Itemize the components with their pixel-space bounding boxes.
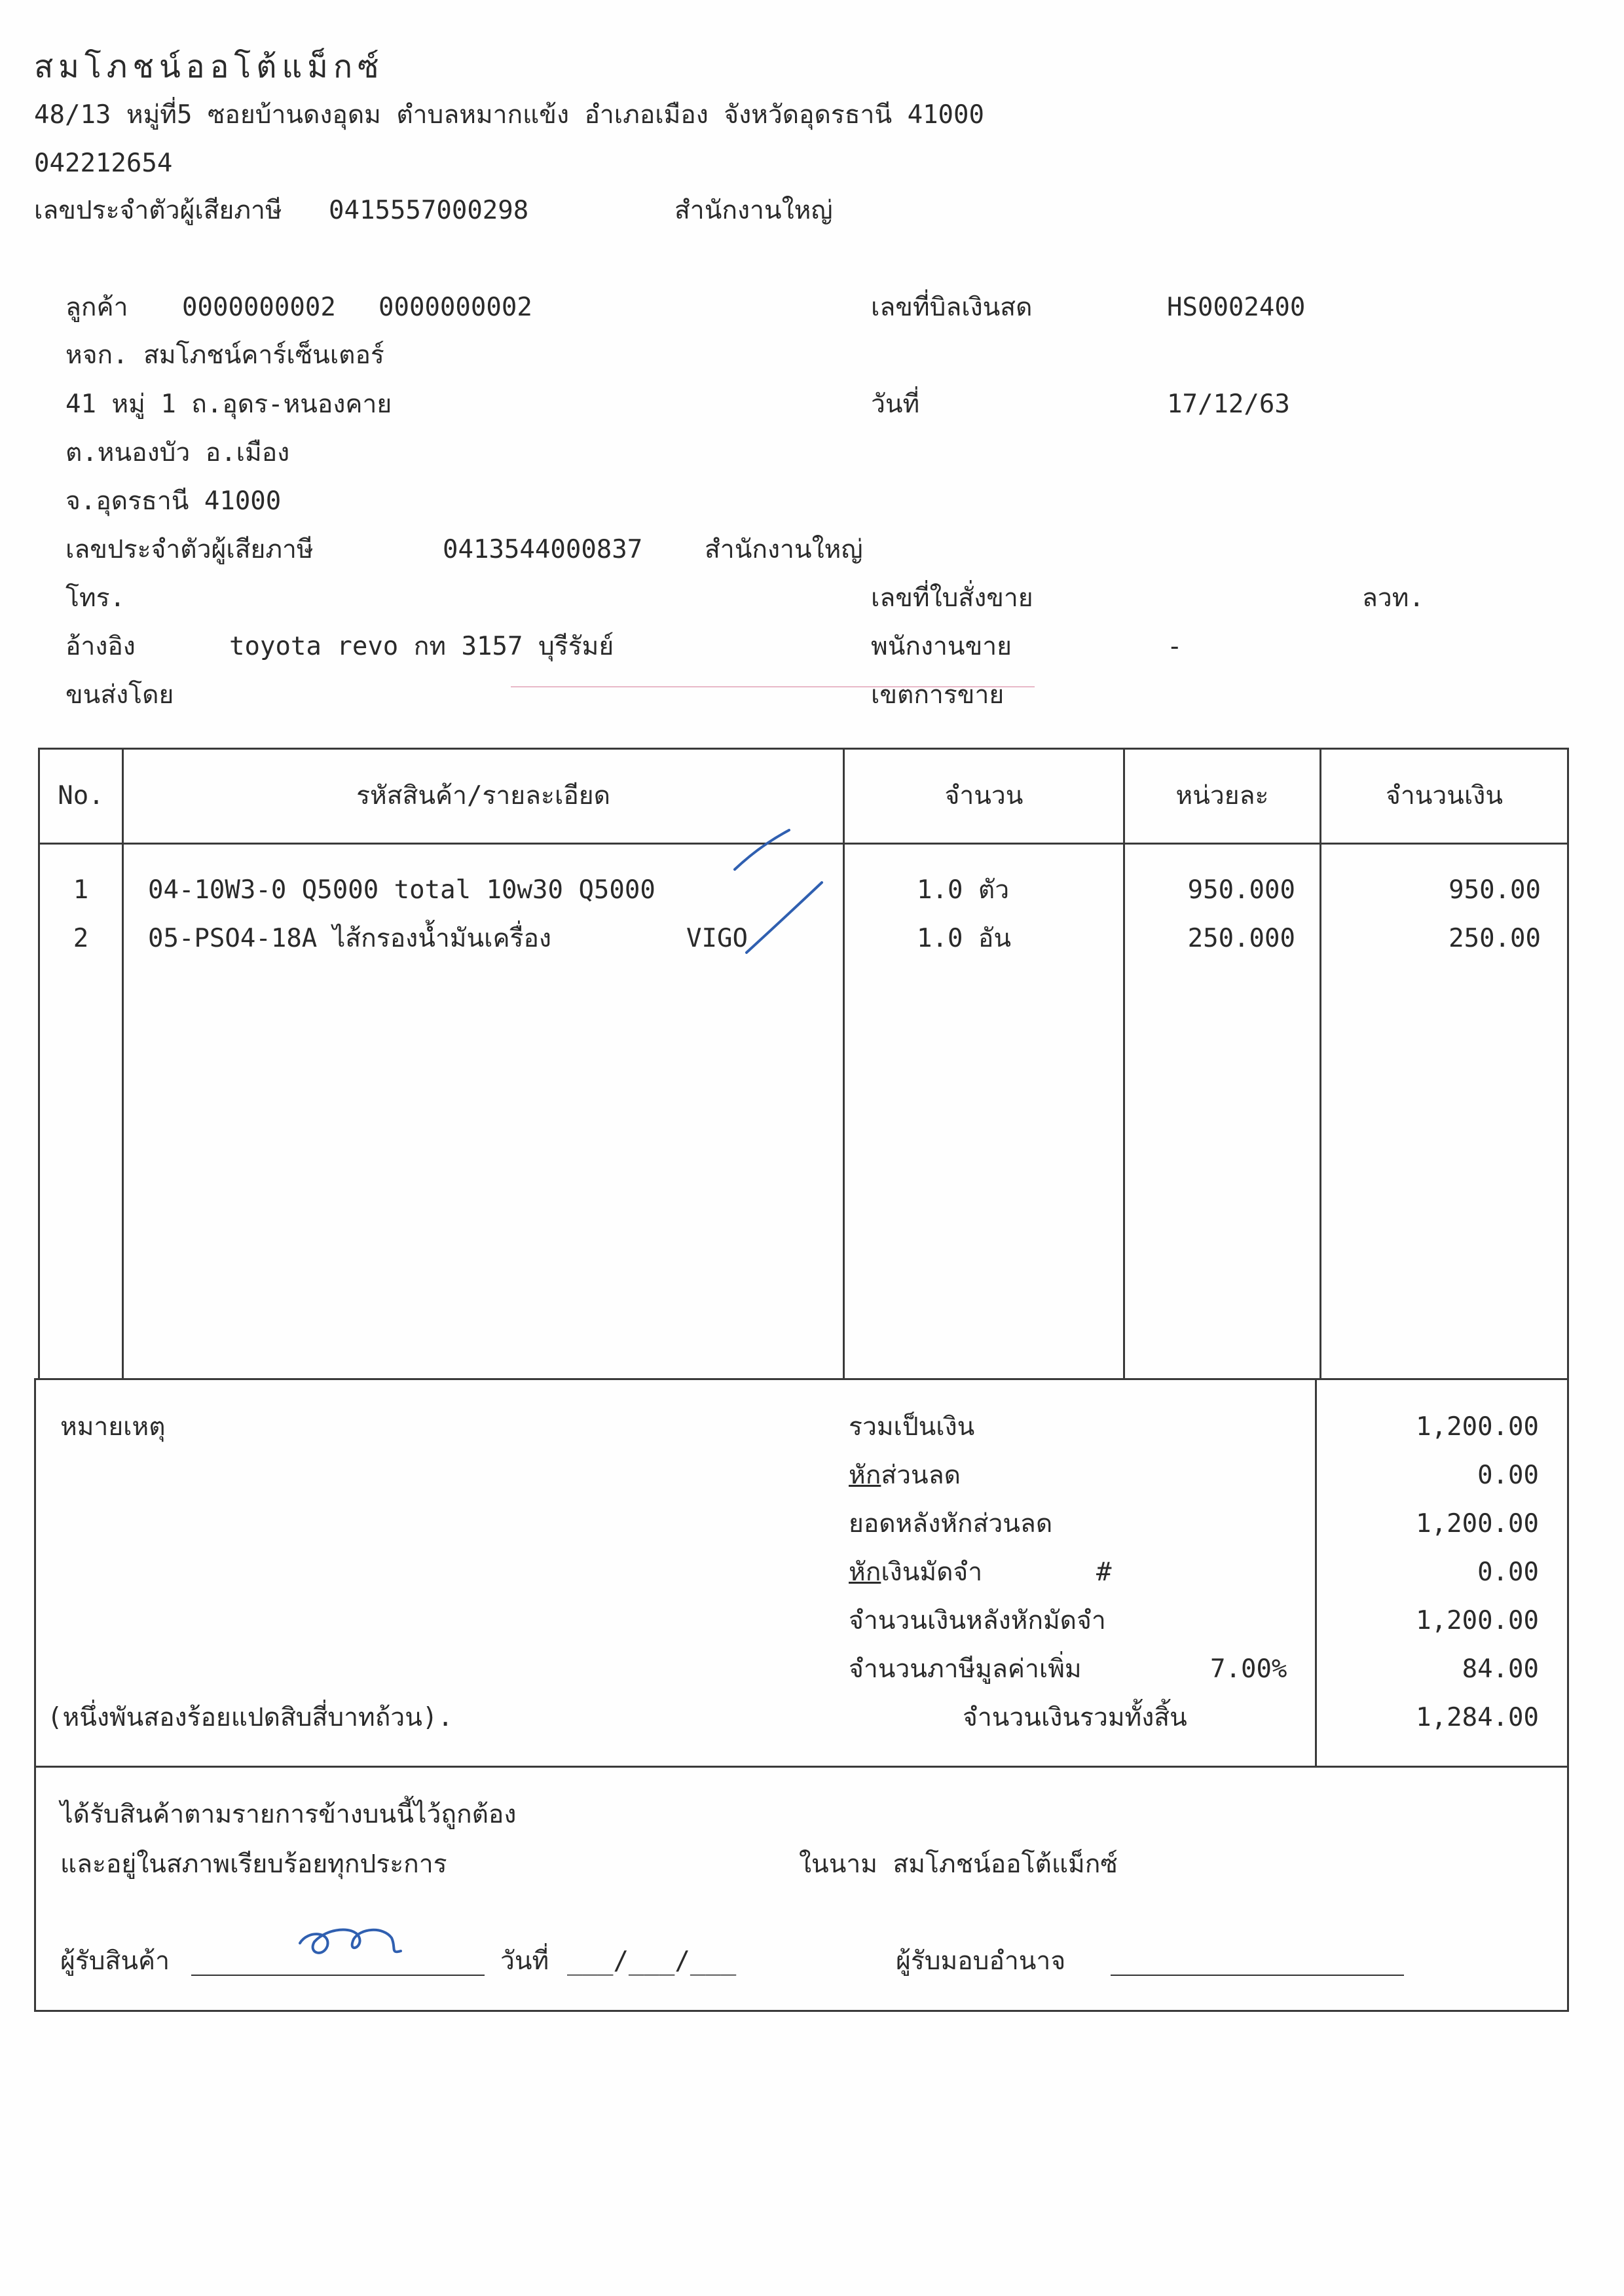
company-phone: 042212654	[34, 149, 173, 178]
after-deposit-label: จำนวนเงินหลังหักมัดจำ	[849, 1606, 1106, 1635]
after-discount-label: ยอดหลังหักส่วนลด	[849, 1509, 1053, 1539]
customer-code-1: 0000000002	[182, 293, 336, 322]
table-row-2-description-extra: VIGO	[686, 924, 748, 953]
sales-order-value: ลวท.	[1362, 583, 1424, 613]
reference-label: อ้างอิง	[65, 632, 136, 661]
bill-date: 17/12/63	[1167, 390, 1290, 419]
customer-name: หจก. สมโภชน์คาร์เซ็นเตอร์	[65, 340, 384, 370]
header-quantity: จำนวน	[944, 781, 1024, 811]
table-row-2-quantity: 1.0 อัน	[917, 924, 1012, 953]
grand-total-value: 1,284.00	[1416, 1703, 1539, 1732]
receiver-signature	[300, 1930, 401, 1953]
table-row-1-no: 1	[73, 875, 89, 905]
table-row-2-description: 05-PSO4-18A ไส้กรองน้ำมันเครื่อง	[148, 924, 551, 953]
table-row-2-no: 2	[73, 924, 89, 953]
company-address: 48/13 หมู่ที่5 ซอยบ้านดงอุดม ตำบลหมากแข้ง อำเภอเมือง จังหวัดอุดรธานี 41000	[34, 100, 984, 130]
bill-number: HS0002400	[1167, 293, 1306, 322]
sales-order-label: เลขที่ใบสั่งขาย	[871, 583, 1033, 613]
on-behalf-of: ในนาม สมโภชน์ออโต้แม็กซ์	[799, 1850, 1118, 1879]
bill-number-label: เลขที่บิลเงินสด	[871, 293, 1033, 322]
header-unit-price: หน่วยละ	[1175, 781, 1269, 811]
table-row-2-amount: 250.00	[1449, 924, 1541, 953]
table-row-1-amount: 950.00	[1449, 875, 1541, 905]
reference-value: toyota revo กท 3157 บุรีรัมย์	[229, 632, 614, 661]
table-row-2-unit-price: 250.000	[1187, 924, 1295, 953]
receive-date-blank: ___/___/___	[567, 1946, 737, 1976]
remark-label: หมายเหตุ	[60, 1412, 166, 1442]
sales-area-label: เขตการขาย	[871, 680, 1005, 710]
vat-rate: 7.00%	[1210, 1654, 1287, 1684]
header-no: No.	[58, 781, 104, 811]
amount-in-words: (หนึ่งพันสองร้อยแปดสิบสี่บาทถ้วน).	[47, 1703, 453, 1732]
subtotal-value: 1,200.00	[1416, 1412, 1539, 1442]
customer-tax-id: 0413544000837	[443, 535, 643, 564]
deposit-label: หักเงินมัดจำ	[849, 1558, 983, 1587]
check-mark-1	[735, 830, 789, 869]
company-name: สมโภชน์ออโต้แม็กซ์	[34, 48, 384, 85]
after-deposit-value: 1,200.00	[1416, 1606, 1539, 1635]
customer-address-2: ต.หนองบัว อ.เมือง	[65, 438, 290, 467]
header-amount: จำนวนเงิน	[1385, 781, 1503, 811]
received-statement-line-1: ได้รับสินค้าตามรายการข้างบนนี้ไว้ถูกต้อง	[60, 1800, 517, 1829]
discount-value: 0.00	[1477, 1461, 1539, 1490]
check-mark-2	[747, 883, 822, 953]
header-description: รหัสสินค้า/รายละเอียด	[356, 781, 610, 811]
customer-tax-id-label: เลขประจำตัวผู้เสียภาษี	[65, 535, 314, 564]
subtotal-label: รวมเป็นเงิน	[849, 1412, 975, 1442]
vat-value: 84.00	[1462, 1654, 1539, 1684]
customer-phone-label: โทร.	[65, 583, 126, 613]
authorized-label: ผู้รับมอบอำนาจ	[896, 1946, 1066, 1976]
receive-date-label: วันที่	[500, 1946, 549, 1976]
discount-label: หักส่วนลด	[849, 1461, 961, 1490]
bill-date-label: วันที่	[871, 390, 920, 419]
company-tax-id: 0415557000298	[329, 196, 529, 225]
customer-label: ลูกค้า	[65, 293, 128, 322]
after-discount-value: 1,200.00	[1416, 1509, 1539, 1539]
shipping-label: ขนส่งโดย	[65, 680, 174, 710]
customer-code-2: 0000000002	[378, 293, 532, 322]
customer-address-1: 41 หมู่ 1 ถ.อุดร-หนองคาย	[65, 390, 392, 419]
salesperson-label: พนักงานขาย	[871, 632, 1012, 661]
table-row-1-description: 04-10W3-0 Q5000 total 10w30 Q5000	[148, 875, 655, 905]
vat-label: จำนวนภาษีมูลค่าเพิ่ม	[849, 1654, 1082, 1684]
company-tax-id-label: เลขประจำตัวผู้เสียภาษี	[34, 196, 282, 225]
grand-total-label: จำนวนเงินรวมทั้งสิ้น	[963, 1703, 1187, 1732]
customer-address-3: จ.อุดรธานี 41000	[65, 486, 282, 516]
salesperson-value: -	[1167, 632, 1183, 661]
customer-branch: สำนักงานใหญ่	[705, 535, 863, 564]
table-row-1-unit-price: 950.000	[1187, 875, 1295, 905]
table-row-1-quantity: 1.0 ตัว	[917, 875, 1010, 905]
deposit-value: 0.00	[1477, 1558, 1539, 1587]
company-branch: สำนักงานใหญ่	[674, 196, 833, 225]
receiver-label: ผู้รับสินค้า	[60, 1946, 170, 1976]
deposit-mark: #	[1096, 1558, 1112, 1587]
received-statement-line-2: และอยู่ในสภาพเรียบร้อยทุกประการ	[60, 1850, 447, 1879]
